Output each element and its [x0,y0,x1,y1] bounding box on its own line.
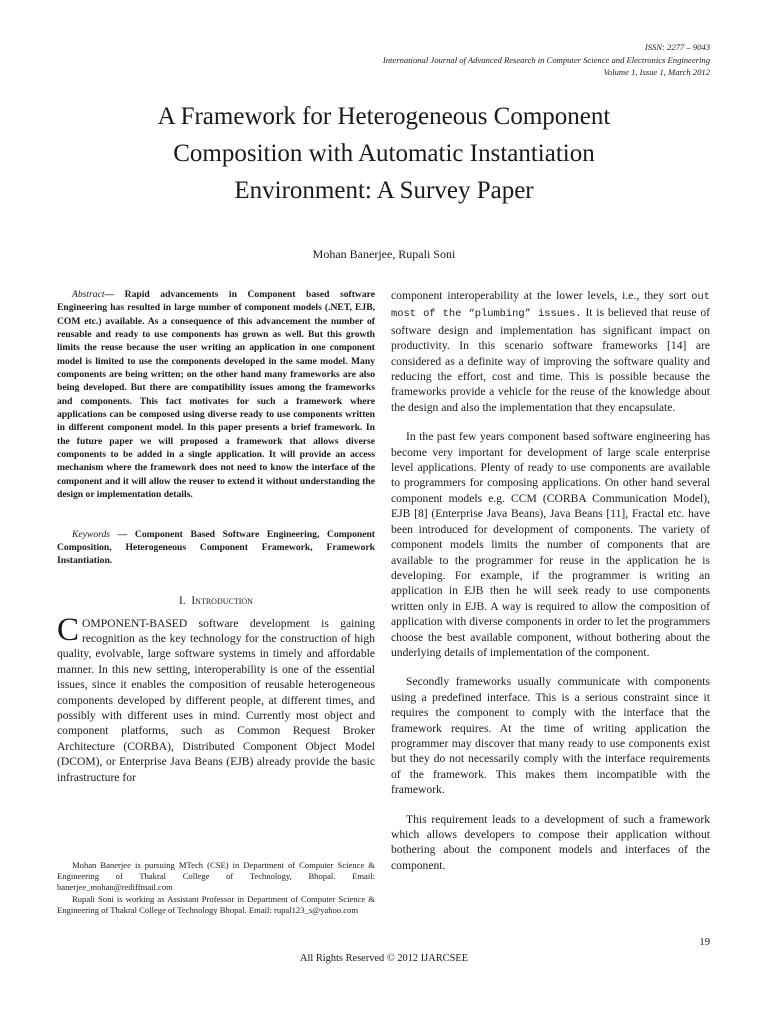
author-footnotes [57,860,375,916]
left-column [57,288,375,785]
section-number: I. [179,594,186,607]
header-volume: Volume 1, Issue 1, March 2012 [603,67,710,77]
abstract-label: Abstract [72,289,105,300]
copyright-footer: All Rights Reserved © 2012 IJARCSEE [299,953,469,964]
header-journal-name: International Journal of Advanced Research in Computer Science and Electronics Engineering [382,55,710,65]
body-paragraph-continued-start: component interoperability at the lower levels, i.e., they sort [391,289,687,302]
footnote-author-1: Mohan Banerjee is pursuing MTech (CSE) in Department of Computer Science & Engineering of Thakral College of Technology, Bhopal. Email: banerjee_mohan@rediffmail.com [57,860,375,892]
keywords-dash: — [110,528,135,540]
abstract-text: Rapid advancements in Component based software Engineering has resulted in large number of component models (.NET, EJB, COM etc.) available. As a consequence of this advancement the number of reusable and ready to use components has grown as well. But this growth limits the reuse because the user writing an application in one component model is limited to use the components developed in the same model. Many components are being written; on the other hand many frameworks are also being developed. But there are compatibility issues among the frameworks and components. This fact motivates for such a framework where applications can be composed using diverse ready to use components written in different component model. In this paper presents a brief framework. In the future paper we will proposed a framework that allows diverse components to be added in a single application. It will provide an access mechanism where the framework does not need to know the interface of the component and it will allow the reuser to extend it without understanding the design or implementation details. [57,289,375,501]
abstract-dash: — [104,289,125,300]
footnote-author-2: Rupali Soni is working as Assistant Professor in Department of Computer Science & Engineering of Thakral College of Technology Bhopal. Email: rupal123_s@yahoo.com [57,894,375,915]
intro-paragraph-1 [57,611,375,785]
keywords-label: Keywords [72,528,111,540]
body-paragraph-4: This requirement leads to a development of such a framework which allows developers to compose their application without bothering about the component models and interfaces of the component. [391,812,710,872]
paper-title [84,98,684,209]
title-line-3: Environment: A Survey Paper [234,177,534,204]
body-paragraph-continued-end: It is believed that reuse of software design and implementation has significant impact on productivity. In this scenario software frameworks [14] are considered as a definite way of improving the software quality and reducing the effort, cost and time. This is possible because the frameworks provide a vehicle for the reuse of the knowledge about the design and also the implementation that they encapsulate. [391,306,710,414]
keywords-text: Component Based Software Engineering, Component Composition, Heterogeneous Component Framework, Framework Instantiation. [57,528,375,567]
section-heading-introduction [57,594,375,609]
title-line-1: A Framework for Heterogeneous Component [157,103,611,130]
intro-paragraph-1-text: OMPONENT-BASED software development is gaining recognition as the key technology for the construction of high quality, evolvable, large software systems in timely and affordable manner. In this new setting, interoperability is one of the essential issues, since it enables the composition of reusable heterogeneous components developed by different people, at different times, and possibly with different uses in mind. Currently most object and component platforms, such as Common Request Broker Architecture (CORBA), Distributed Component Object Model (DCOM), or Enterprise Java Beans (EJB) already provide the basic infrastructure for [57,616,375,784]
plumbing-phrase: out most of the “plumbing” issues. [391,291,710,321]
title-line-2: Composition with Automatic Instantiation [173,140,595,167]
body-paragraph-3: Secondly frameworks usually communicate with components using a predefined interface. This is a serious constraint since it requires the component to comply with the interface that the framework requires. At the time of writing application the programmer may discover that many ready to use components exist but they do not necessarily comply with the interface requirements of the framework. This makes them incompatible with the framework. [391,675,710,797]
header-issn: ISSN: 2277 – 9043 [644,42,710,52]
drop-cap: C [57,611,80,648]
right-column [391,288,710,873]
page-number: 19 [699,937,710,948]
abstract [57,288,375,502]
keywords [57,528,375,568]
author-list: Mohan Banerjee, Rupali Soni [312,247,456,261]
section-title: Introduction [191,594,253,607]
body-paragraph-continued [391,288,710,415]
body-paragraph-2: In the past few years component based software engineering has become very important for development of large scale enterprise level applications. Plenty of ready to use components are available to programmers for composing applications. On other hand several component models e.g. CCM (CORBA Communication Model), EJB [8] (Enterprise Java Beans), Java Beans [11], Fractal etc. have been introduced for development of components. The variety of component models limits the number of components that are available to the programmer for reuse in the application he is developing. For example, if the programmer is writing an application in EJB then he will seek ready to use components written only in EJB. A way is required to allow the composition of application with diverse components in order to let the programmers choose the best available component, without bothering about the underlying details of implementation of the component. [391,430,710,659]
